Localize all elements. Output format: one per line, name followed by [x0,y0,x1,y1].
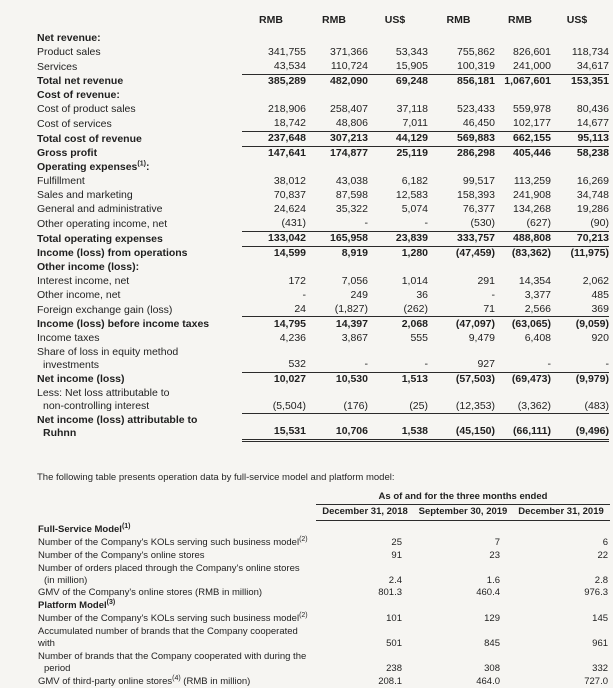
table-row [37,89,609,103]
value-cell: 58,238 [576,147,609,160]
value-cell: (262) [368,303,428,317]
table-row [38,600,610,613]
value-cell: 238 [386,662,402,674]
value-cell: 35,322 [335,203,368,216]
value-cell: 34,748 [576,189,609,202]
row-label: Gross profit [37,147,98,160]
row-label: Total cost of revenue [37,132,142,145]
value-cell: - [368,217,428,231]
value-cell: 7,011 [368,117,428,131]
value-cell: (9,496) [551,414,609,441]
operations-data-table [38,491,610,688]
value-cell: 1,538 [368,414,428,441]
value-cell [306,161,368,175]
value-cell: 15,905 [368,60,428,74]
value-cell: 308 [484,662,500,674]
value-cell: 70,213 [551,231,609,246]
value-cell: 48,806 [306,117,368,131]
value-cell: 87,598 [335,189,368,202]
table-row [38,520,610,536]
date-column-header: September 30, 2019 [414,504,512,520]
value-cell: (57,503) [455,373,495,386]
table-row [37,146,609,160]
value-cell: 22 [597,549,609,561]
value-cell: - [306,345,368,372]
value-cell: 172 [288,275,306,288]
row-label: Other operating income, net [37,217,168,230]
value-cell: (5,504) [242,387,306,414]
row-label: Cost of revenue: [37,89,120,102]
currency-column-header: RMB [259,14,283,26]
value-cell: 71 [428,303,495,317]
table-row [37,387,609,414]
value-cell: (11,975) [570,247,609,260]
row-label: Cost of product sales [37,103,136,116]
value-cell: 208.1 [378,675,402,687]
value-cell [495,161,551,175]
row-label: Accumulated number of brands that the Company cooperated with [38,626,298,649]
row-label: Number of orders placed through the Company's online stores (in million) [38,562,300,586]
value-cell [242,89,306,103]
value-cell: 405,446 [513,147,551,160]
row-label: GMV of third-party online stores$^{(4)}$ (RMB in million) [38,674,251,687]
value-cell: - [302,289,306,302]
table-row [38,562,610,587]
value-cell: 43,038 [335,175,368,188]
period-span-header: As of and for the three months ended [316,491,610,504]
value-cell [512,520,610,536]
footnote-superscript: (2) [299,535,308,543]
row-label: Services [37,60,78,73]
table-row [37,231,609,246]
value-cell: 341,755 [268,46,306,59]
row-label: Income (loss) before income taxes [37,318,210,331]
value-cell: 464.0 [476,675,500,687]
row-label: Number of brands that the Company cooperated with during the period [38,650,307,674]
table-row [37,103,609,117]
table-row [37,131,609,146]
value-cell: 569,883 [428,131,495,146]
date-header-row [38,504,610,520]
footnote-superscript: (1) [121,522,131,530]
table-row [37,217,609,231]
value-cell: 2,566 [495,303,551,317]
table-row [37,345,609,372]
value-cell: (25) [368,387,428,414]
value-cell: 371,366 [330,46,368,59]
value-cell: 69,248 [395,75,428,88]
value-cell: 25,119 [396,147,428,160]
value-cell: 482,090 [330,75,368,88]
value-cell: 14,677 [551,117,609,131]
table-row [38,626,610,651]
value-cell: 1,280 [401,247,428,260]
value-cell [316,520,414,536]
table-row [37,189,609,203]
value-cell: 100,319 [428,60,495,74]
value-cell: (431) [242,217,306,231]
table-row [38,613,610,626]
value-cell: 755,862 [457,46,495,59]
value-cell: (483) [551,387,609,414]
value-cell: (9,059) [575,318,609,331]
value-cell: 37,118 [396,103,428,116]
empty-corner-cell [38,504,316,520]
footnote-superscript: (2) [299,612,308,619]
value-cell: 134,268 [513,203,551,216]
value-cell: 15,531 [242,414,306,441]
value-cell: 1.6 [486,574,500,586]
value-cell: 961 [592,637,609,649]
value-cell: 927 [428,345,495,372]
value-cell: 241,000 [495,60,551,74]
value-cell: 101 [386,613,402,625]
table-row [38,650,610,675]
value-cell: 10,530 [335,373,368,386]
row-label: Net income (loss) attributable to Ruhnn [37,414,198,439]
row-label: Other income (loss): [37,261,140,274]
row-label: Interest income, net [37,275,130,288]
table-row [37,246,609,260]
value-cell: 333,757 [428,231,495,246]
table-row [37,161,609,175]
footnote-superscript: (4) [172,674,181,682]
value-cell [428,89,495,103]
value-cell: 25 [391,536,402,548]
value-cell: 46,450 [428,117,495,131]
value-cell [306,32,368,46]
table-row [38,587,610,600]
value-cell [368,32,428,46]
value-cell: 307,213 [306,131,368,146]
value-cell: 7 [494,536,500,548]
row-label: Other income, net [37,289,121,302]
value-cell [306,261,368,275]
value-cell: 80,436 [576,103,609,116]
value-cell: 291 [477,275,495,288]
value-cell: 43,534 [242,60,306,74]
row-label: Number of the Company's online stores [38,549,205,561]
operations-intro-text: The following table presents operation data by full-service model and platform model: [37,471,395,483]
value-cell [368,261,428,275]
value-cell: 70,837 [273,189,306,202]
value-cell: 523,433 [457,103,495,116]
value-cell [551,89,609,103]
value-cell: - [495,345,551,372]
value-cell: 147,641 [268,147,306,160]
value-cell: 8,919 [341,247,368,260]
value-cell: (1,827) [306,303,368,317]
value-cell: 165,958 [306,231,368,246]
value-cell: 385,289 [268,75,306,88]
value-cell: 91 [391,549,402,561]
value-cell: 6 [602,536,609,548]
table-row [38,675,610,688]
row-label: Net income (loss) [37,373,125,386]
row-label: Foreign exchange gain (loss) [37,303,173,316]
value-cell [551,32,609,46]
currency-column-header: RMB [322,14,346,26]
table-row [37,317,609,331]
row-label: Sales and marketing [37,189,133,202]
value-cell [551,161,609,175]
row-label: Share of loss in equity method investments [37,346,179,371]
value-cell [316,600,414,613]
table-row [37,203,609,217]
value-cell: 532 [242,345,306,372]
row-label: Fulfillment [37,175,85,188]
value-cell: 14,354 [518,275,551,288]
value-cell [495,89,551,103]
value-cell [512,600,610,613]
value-cell: (3,362) [495,387,551,414]
row-label: Number of the Company's KOLs serving such business model$^{(2)}$ [38,612,308,625]
currency-column-header: US$ [566,14,588,26]
table-row [38,536,610,549]
value-cell: 845 [484,637,500,649]
row-label: Income taxes [37,332,100,345]
value-cell [242,32,306,46]
span-header-row [38,491,610,504]
row-label: Less: Net loss attributable to non-controlling interest [37,387,170,413]
value-cell [495,261,551,275]
table-row [37,46,609,60]
empty-corner-cell [38,491,316,504]
row-label: Number of the Company's KOLs serving such business model$^{(2)}$ [38,535,308,548]
value-cell: 99,517 [462,175,495,188]
value-cell: 10,027 [273,373,306,386]
value-cell: (530) [428,217,495,231]
value-cell: 19,286 [576,203,609,216]
currency-column-header: US$ [384,14,406,26]
value-cell: (69,473) [511,373,551,386]
value-cell: 976.3 [584,587,609,599]
table-row [37,32,609,46]
value-cell: (12,353) [428,387,495,414]
value-cell: 14,599 [273,247,306,260]
value-cell: 5,074 [401,203,428,216]
value-cell: (83,362) [511,247,551,260]
value-cell: 23 [489,549,500,561]
value-cell: 118,734 [571,46,609,59]
value-cell: 133,042 [242,231,306,246]
row-label: Platform Model$^{(3)}$ [38,599,116,612]
row-label: Operating expenses$^{(1)}$: [37,160,150,174]
value-cell: 727.0 [584,675,609,687]
value-cell: 1,014 [401,275,428,288]
value-cell [414,520,512,536]
value-cell: - [306,217,368,231]
value-cell: (47,097) [455,318,495,331]
value-cell: 3,867 [341,332,368,345]
value-cell: 24,624 [273,203,306,216]
value-cell: 369 [551,303,609,317]
value-cell: 9,479 [468,332,495,345]
value-cell: 14,795 [273,318,306,331]
value-cell: 488,808 [495,231,551,246]
value-cell: 7,056 [341,275,368,288]
date-column-header: December 31, 2018 [316,504,414,520]
value-cell: 76,377 [462,203,495,216]
value-cell: 218,906 [268,103,306,116]
row-label: Total operating expenses [37,232,163,245]
table-row [37,175,609,189]
row-label: Product sales [37,46,101,59]
value-cell: 555 [410,332,428,345]
value-cell: 856,181 [457,75,495,88]
value-cell: 826,601 [513,46,551,59]
value-cell: 18,742 [242,117,306,131]
value-cell: 1,067,601 [504,75,551,88]
value-cell: - [368,345,428,372]
value-cell: 44,129 [368,131,428,146]
value-cell [242,161,306,175]
value-cell: 102,177 [495,117,551,131]
value-cell: 662,155 [495,131,551,146]
value-cell: 501 [386,637,402,649]
value-cell: 24 [242,303,306,317]
value-cell [428,261,495,275]
value-cell [414,600,512,613]
value-cell: (9,979) [575,373,609,386]
value-cell: 16,269 [576,175,609,188]
value-cell: 38,012 [273,175,306,188]
table-row [37,289,609,303]
value-cell: 460.4 [476,587,500,599]
value-cell: 23,839 [368,231,428,246]
value-cell [242,261,306,275]
value-cell: (66,111) [495,414,551,441]
value-cell: 2.4 [388,574,402,586]
value-cell: 113,259 [513,175,551,188]
value-cell: 6,408 [524,332,551,345]
value-cell: 3,377 [524,289,551,302]
value-cell: 129 [484,613,500,625]
value-cell: (47,459) [455,247,495,260]
table-row [37,303,609,317]
value-cell: 2,062 [582,275,609,288]
value-cell: 332 [592,662,609,674]
value-cell: 95,113 [551,131,609,146]
row-label: Full-Service Model$^{(1)}$ [38,522,131,536]
value-cell: 801.3 [378,587,402,599]
income-statement-table [37,14,609,442]
value-cell [368,161,428,175]
row-label: GMV of the Company's online stores (RMB in million) [38,587,263,599]
value-cell [428,161,495,175]
row-label: Total net revenue [37,75,124,88]
value-cell: 4,236 [279,332,306,345]
row-label: Cost of services [37,117,112,130]
currency-header-row [37,14,609,32]
table-row [37,331,609,345]
value-cell [551,261,609,275]
footnote-superscript: (1) [137,160,146,168]
value-cell: 286,298 [457,147,495,160]
currency-column-header: RMB [508,14,532,26]
value-cell: 145 [592,613,609,625]
value-cell: 485 [591,289,609,302]
value-cell: 241,908 [513,189,551,202]
table-row [37,261,609,275]
value-cell: 237,648 [242,131,306,146]
date-column-header: December 31, 2019 [512,504,610,520]
value-cell: (63,065) [511,318,551,331]
value-cell: 10,706 [306,414,368,441]
value-cell: (627) [495,217,551,231]
value-cell: 249 [350,289,368,302]
row-label: Income (loss) from operations [37,247,188,260]
table-row [37,60,609,74]
table-row [37,275,609,289]
value-cell: 174,877 [330,147,368,160]
table-row [37,372,609,386]
table-row [37,414,609,441]
value-cell: 34,617 [551,60,609,74]
value-cell [306,89,368,103]
value-cell: (176) [306,387,368,414]
row-label: Net revenue: [37,32,101,45]
empty-corner-cell [37,14,242,32]
footnote-superscript: (3) [106,599,116,607]
value-cell [428,32,495,46]
table-row [38,549,610,562]
value-cell: 559,978 [513,103,551,116]
value-cell: 14,397 [335,318,368,331]
value-cell: 12,583 [395,189,428,202]
value-cell: 2,068 [401,318,428,331]
value-cell [495,32,551,46]
value-cell: 153,351 [571,75,609,88]
value-cell: 1,513 [401,373,428,386]
table-row [37,117,609,131]
value-cell: (90) [551,217,609,231]
value-cell: 36 [416,289,428,302]
value-cell: 53,343 [395,46,428,59]
value-cell [368,89,428,103]
value-cell: 258,407 [330,103,368,116]
value-cell: 158,393 [457,189,495,202]
value-cell: (45,150) [428,414,495,441]
table-row [37,74,609,88]
row-label: General and administrative [37,203,163,216]
value-cell: - [551,345,609,372]
currency-column-header: RMB [446,14,471,26]
value-cell: - [491,289,495,302]
value-cell: 110,724 [306,60,368,74]
value-cell: 920 [591,332,609,345]
value-cell: 6,182 [401,175,428,188]
value-cell: 2.8 [594,574,609,586]
